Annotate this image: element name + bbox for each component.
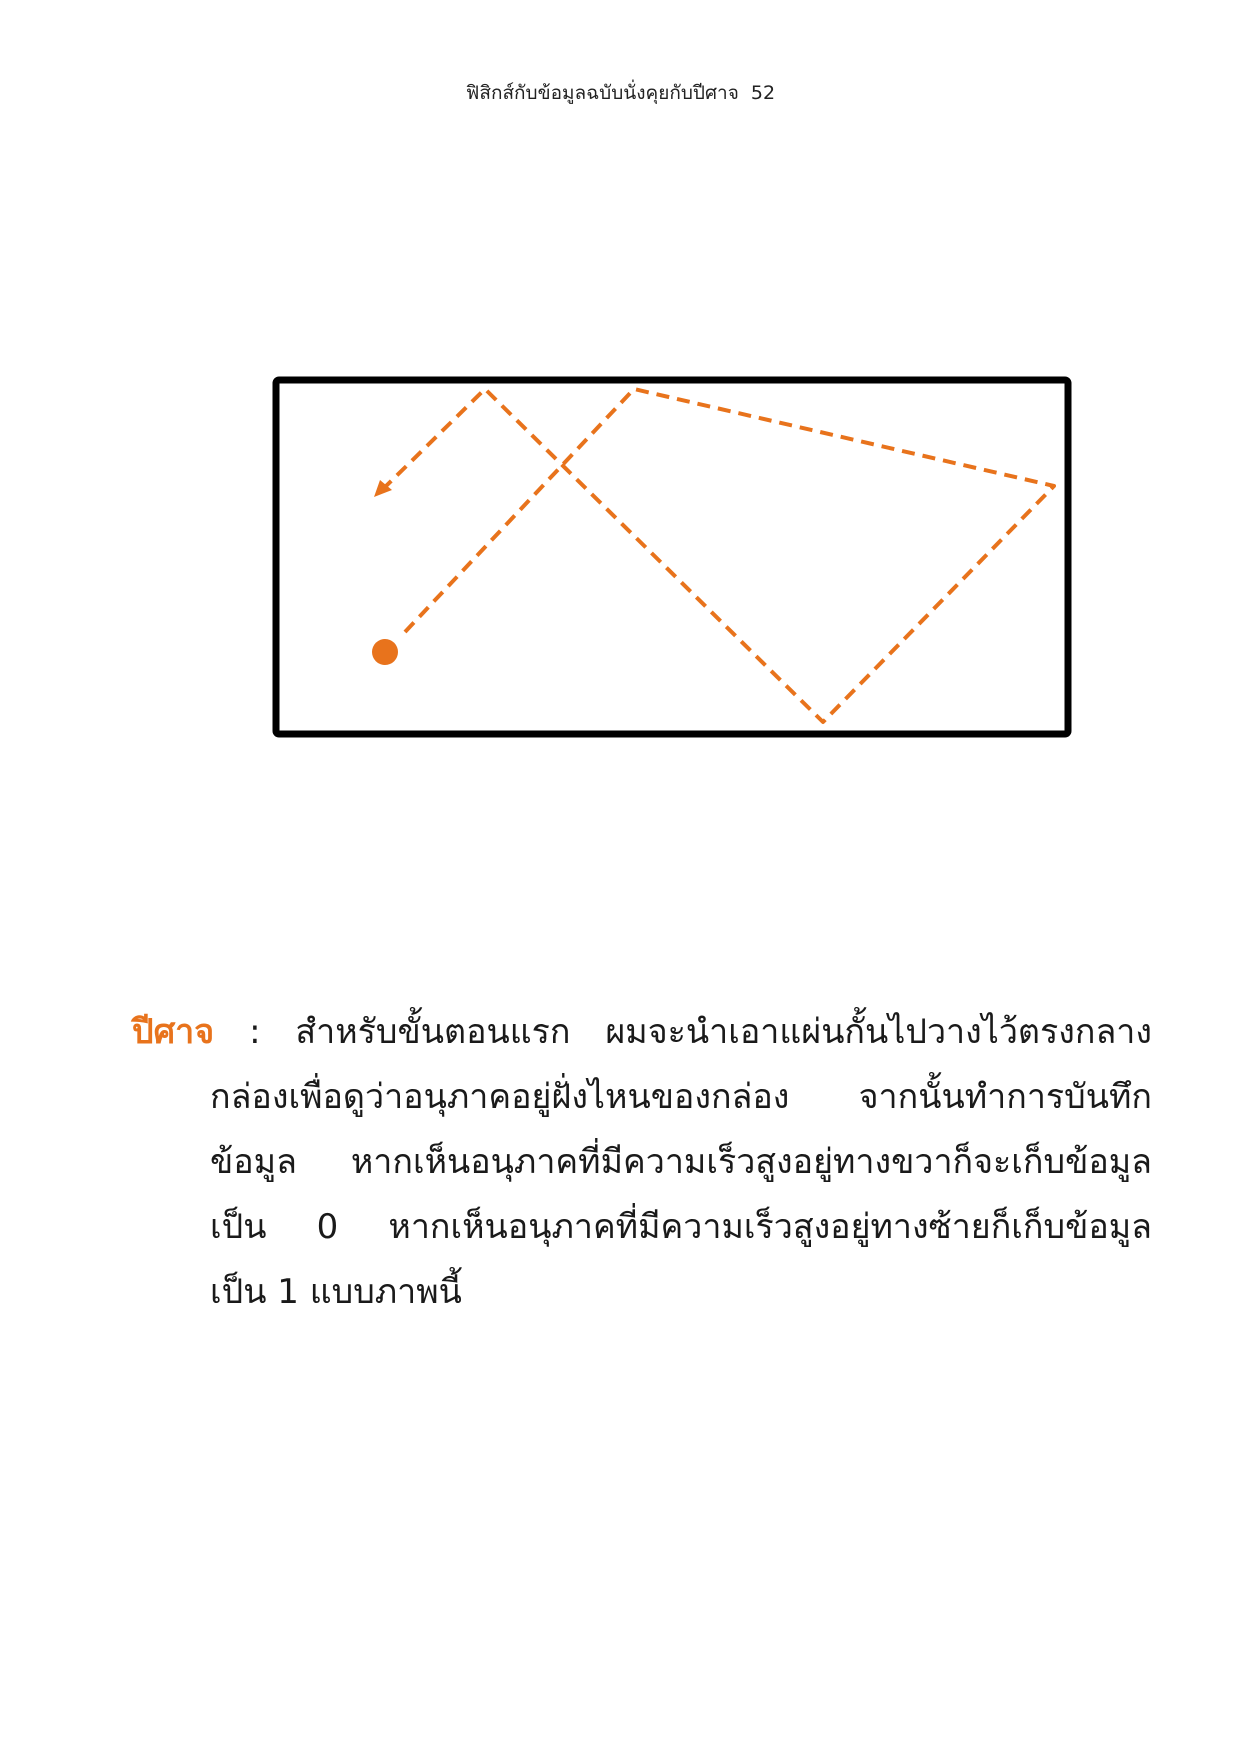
- speaker-name: ปีศาจ: [132, 1012, 215, 1052]
- header-title: ฟิสิกส์กับข้อมูลฉบับนั่งคุยกับปีศาจ: [465, 82, 739, 104]
- particle-dot: [372, 639, 398, 665]
- dialogue-line-4: เป็น 0 หากเห็นอนุภาคที่มีความเร็วสูงอยู่ทางซ้ายก็เก็บข้อมูล: [210, 1207, 1152, 1247]
- dialogue-text: สำหรับขั้นตอนแรก ผมจะนำเอาแผ่นกั้นไปวางไว้ตรงกลาง: [295, 1012, 1152, 1052]
- dialogue-line-1: [132, 1000, 1152, 1065]
- path-arrow-icon: [374, 480, 392, 497]
- page-number: 52: [750, 82, 776, 104]
- dialogue-line-3: ข้อมูล หากเห็นอนุภาคที่มีความเร็วสูงอยู่ทางขวาก็จะเก็บข้อมูล: [210, 1142, 1152, 1182]
- dialogue-line-5: เป็น 1 แบบภาพนี้: [210, 1272, 462, 1312]
- dialogue-line-2: กล่องเพื่อดูว่าอนุภาคอยู่ฝั่งไหนของกล่อง จากนั้นทำการบันทึก: [210, 1077, 1152, 1117]
- dialogue-paragraph: [132, 1000, 1152, 1325]
- box-frame: [276, 380, 1068, 734]
- particle-path: [382, 389, 1054, 722]
- speaker-separator: :: [214, 1012, 296, 1052]
- page-header: [0, 78, 1241, 108]
